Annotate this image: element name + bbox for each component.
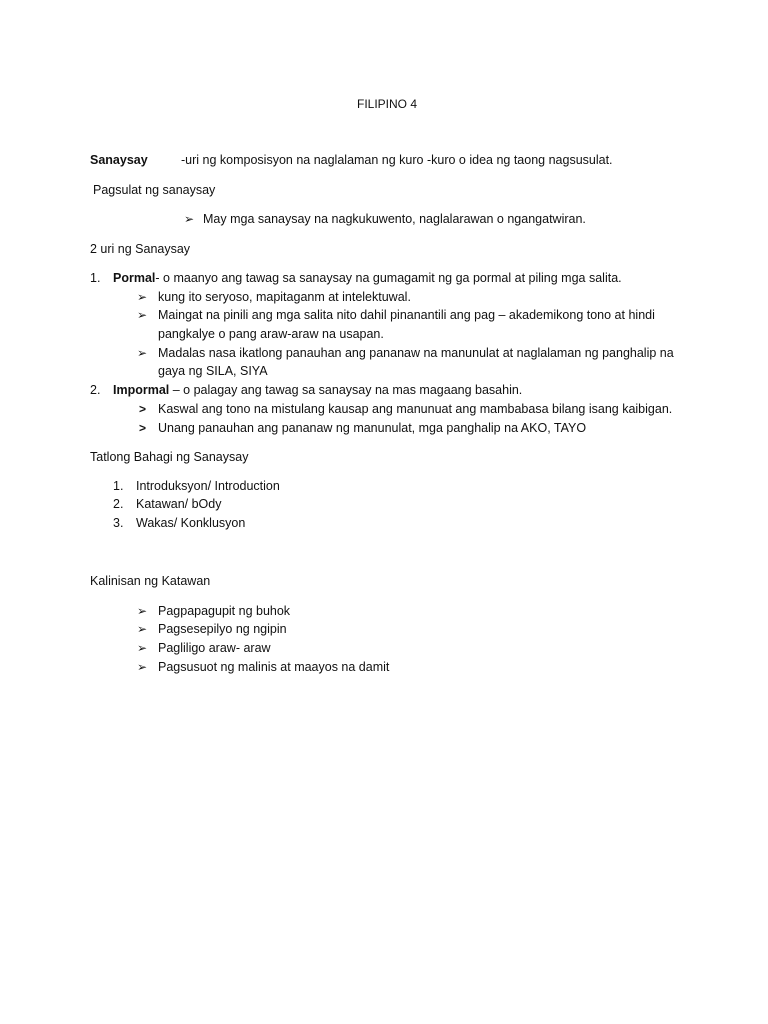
list-item: Pagpapagupit ng buhok: [158, 604, 291, 618]
list-item: Madalas nasa ikatlong panauhan ang pananaw na manunulat at naglalaman ng panghalip na: [158, 346, 674, 360]
uri-description: - o maanyo ang tawag sa sanaysay na gumagamit ng ga pormal at piling mga salita.: [155, 271, 622, 285]
gt-bullet-icon: >: [139, 421, 147, 435]
arrow-bullet-icon: ➢: [137, 660, 148, 674]
list-item: Maingat na pinili ang mga salita nito dahil pinanantili ang pag – akademikong tono at hindi: [158, 308, 655, 322]
uri-heading: 2 uri ng Sanaysay: [90, 242, 191, 256]
list-item: Kaswal ang tono na mistulang kausap ang manunuat ang mambabasa bilang isang kaibigan.: [158, 402, 673, 416]
uri-item-impormal: [113, 381, 522, 400]
bahagi-item-number: 3.: [113, 516, 124, 530]
list-item: Pagliligo araw- araw: [158, 641, 271, 655]
bahagi-item-number: 2.: [113, 497, 124, 511]
page-title: FILIPINO 4: [357, 97, 418, 111]
arrow-bullet-icon: ➢: [137, 604, 148, 618]
list-item: kung ito seryoso, mapitaganm at intelektuwal.: [158, 290, 411, 304]
list-item: Introduksyon/ Introduction: [136, 479, 280, 493]
pagsulat-bullet: May mga sanaysay na nagkukuwento, naglalarawan o ngangatwiran.: [203, 212, 586, 226]
arrow-bullet-icon: ➢: [137, 641, 148, 655]
gt-bullet-icon: >: [139, 402, 147, 416]
list-item: Pagsusuot ng malinis at maayos na damit: [158, 660, 390, 674]
definition-term: Sanaysay: [90, 153, 148, 167]
bahagi-heading: Tatlong Bahagi ng Sanaysay: [90, 450, 249, 464]
list-item: Wakas/ Konklusyon: [136, 516, 246, 530]
list-item: Pagsesepilyo ng ngipin: [158, 622, 287, 636]
uri-description: – o palagay ang tawag sa sanaysay na mas magaang basahin.: [169, 383, 523, 397]
arrow-bullet-icon: ➢: [137, 308, 148, 322]
pagsulat-heading: Pagsulat ng sanaysay: [93, 183, 216, 197]
list-item: Katawan/ bOdy: [136, 497, 222, 511]
arrow-bullet-icon: ➢: [137, 290, 148, 304]
definition-text: -uri ng komposisyon na naglalaman ng kuro -kuro o idea ng taong nagsusulat.: [181, 153, 613, 167]
arrow-bullet-icon: ➢: [184, 212, 195, 226]
bahagi-item-number: 1.: [113, 479, 124, 493]
uri-term: Pormal: [113, 271, 156, 285]
list-item-continuation: gaya ng SILA, SIYA: [158, 364, 268, 378]
uri-item-pormal: [113, 269, 622, 288]
arrow-bullet-icon: ➢: [137, 622, 148, 636]
uri-item-number: 2.: [90, 383, 101, 397]
list-item: Unang panauhan ang pananaw ng manunulat, mga panghalip na AKO, TAYO: [158, 421, 587, 435]
uri-item-number: 1.: [90, 271, 101, 285]
kalinisan-heading: Kalinisan ng Katawan: [90, 574, 211, 588]
list-item-continuation: pangkalye o pang araw-araw na usapan.: [158, 327, 384, 341]
uri-term: Impormal: [113, 383, 170, 397]
arrow-bullet-icon: ➢: [137, 346, 148, 360]
